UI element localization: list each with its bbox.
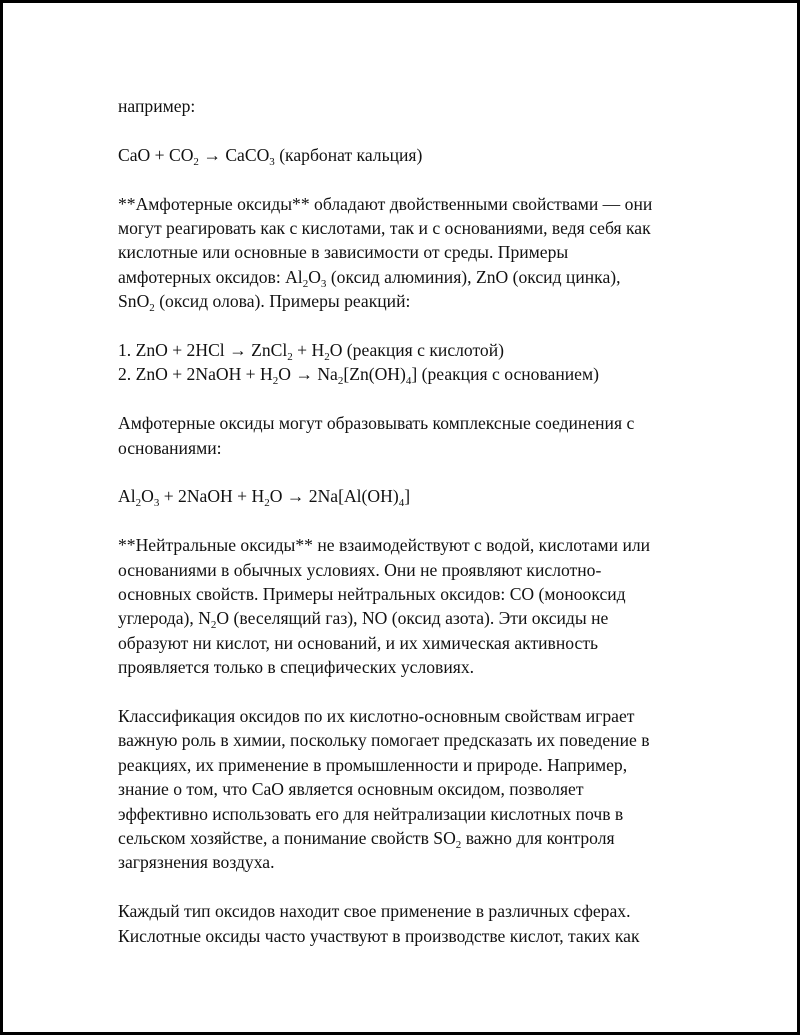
text-segment: кислотные или основные в зависимости от среды. Примеры xyxy=(118,242,569,263)
paragraph-neutral xyxy=(118,533,710,679)
text-segment: O (веселящий газ), NO (оксид азота). Эти оксиды не xyxy=(216,608,609,629)
subscript-text: 2 xyxy=(193,155,199,168)
reaction-1 xyxy=(118,338,710,362)
text-segment: Амфотерные оксиды могут образовывать комплексные соединения с xyxy=(118,413,635,434)
text-segment: O xyxy=(308,266,321,287)
subscript-text: 2 xyxy=(149,302,155,315)
text-segment: проявляется только в специфических условиях. xyxy=(118,657,475,678)
equation-cao xyxy=(118,143,710,167)
text-segment: Каждый тип оксидов находит свое применение в различных сферах. xyxy=(118,901,631,922)
paragraph-uses xyxy=(118,899,710,948)
text-line xyxy=(118,826,710,850)
text-segment: (оксид алюминия), ZnO (оксид цинка), xyxy=(326,266,621,287)
text-segment: реакциях, их применение в промышленности и природе. Например, xyxy=(118,754,628,775)
text-line xyxy=(118,265,710,289)
equation-al2o3 xyxy=(118,484,710,508)
text-segment: амфотерных оксидов: Al xyxy=(118,266,303,287)
text-segment: эффективно использовать его для нейтрализации кислотных почв в xyxy=(118,803,624,824)
subscript-text: 4 xyxy=(398,497,405,510)
subscript-text: 3 xyxy=(269,155,275,168)
text-segment: [Zn(OH) xyxy=(343,364,406,385)
subscript-text: 3 xyxy=(153,497,160,510)
subscript-text: 3 xyxy=(320,277,327,290)
text-segment: + H xyxy=(292,340,325,361)
text-segment: важную роль в химии, поскольку помогает предсказать их поведение в xyxy=(118,730,650,751)
text-segment: могут реагировать как с кислотами, так и с основаниями, ведя себя как xyxy=(118,218,651,238)
text-segment: **Нейтральные оксиды** не взаимодействуют с водой, кислотами или xyxy=(118,535,651,556)
subscript-text: 2 xyxy=(210,619,217,632)
text-segment: основаниями в обычных условиях. Они не проявляют кислотно- xyxy=(118,559,602,580)
text-segment: 1. ZnO + 2HCl → ZnCl xyxy=(118,340,288,361)
text-segment: O → 2Na[Al(OH) xyxy=(269,486,399,507)
text-segment: SnO xyxy=(118,291,150,312)
paragraph-intro xyxy=(118,94,710,118)
subscript-text: 2 xyxy=(324,351,330,364)
subscript-text: 4 xyxy=(405,375,412,388)
text-segment: + 2NaOH + H xyxy=(159,486,265,507)
subscript-text: 2 xyxy=(302,277,309,290)
text-segment: Кислотные оксиды часто участвуют в производстве кислот, таких как xyxy=(118,925,640,946)
text-segment: 2. ZnO + 2NaOH + H xyxy=(118,364,273,385)
text-line xyxy=(118,143,710,167)
text-segment: (оксид олова). Примеры реакций: xyxy=(154,291,411,312)
text-segment: Al xyxy=(118,486,136,507)
text-segment: Классификация оксидов по их кислотно-основным свойствам играет xyxy=(118,706,635,727)
text-segment: загрязнения воздуха. xyxy=(118,852,275,873)
text-segment: ] xyxy=(404,486,411,507)
text-segment: O → Na xyxy=(278,364,338,385)
subscript-text: 2 xyxy=(135,497,142,510)
reaction-2 xyxy=(118,362,710,386)
text-segment: ] (реакция с основанием) xyxy=(411,364,599,385)
text-segment: O (реакция с кислотой) xyxy=(329,340,505,361)
text-line xyxy=(118,484,710,508)
text-line xyxy=(118,606,710,630)
subscript-text: 2 xyxy=(455,839,462,852)
text-segment: важно для контроля xyxy=(461,828,615,849)
text-segment: CaO + CO xyxy=(118,144,194,165)
text-line xyxy=(118,289,710,313)
subscript-text: 2 xyxy=(287,351,293,364)
subscript-text: 2 xyxy=(264,497,270,510)
text-segment: **Амфотерные оксиды** обладают двойственными свойствами — они xyxy=(118,193,653,214)
text-segment: основаниями: xyxy=(118,437,222,458)
text-segment: углерода), N xyxy=(118,608,211,629)
paragraph-complex xyxy=(118,411,710,460)
text-segment: образуют ни кислот, ни оснований, и их химическая активность xyxy=(118,632,599,653)
text-segment: сельском хозяйстве, а понимание свойств SO xyxy=(118,828,456,849)
text-segment: (карбонат кальция) xyxy=(274,144,423,165)
subscript-text: 2 xyxy=(272,375,279,388)
paragraph-classification xyxy=(118,704,710,875)
reaction-list xyxy=(118,338,710,387)
text-segment: → CaCO xyxy=(198,144,270,165)
text-segment: O xyxy=(141,486,154,507)
subscript-text: 2 xyxy=(337,375,344,388)
text-segment: основных свойств. Примеры нейтральных оксидов: CO (монооксид xyxy=(118,584,626,605)
paragraph-amphoteric xyxy=(118,192,710,314)
text-segment: например: xyxy=(118,96,196,116)
text-segment: знание о том, что CaO является основным оксидом, позволяет xyxy=(118,779,584,800)
